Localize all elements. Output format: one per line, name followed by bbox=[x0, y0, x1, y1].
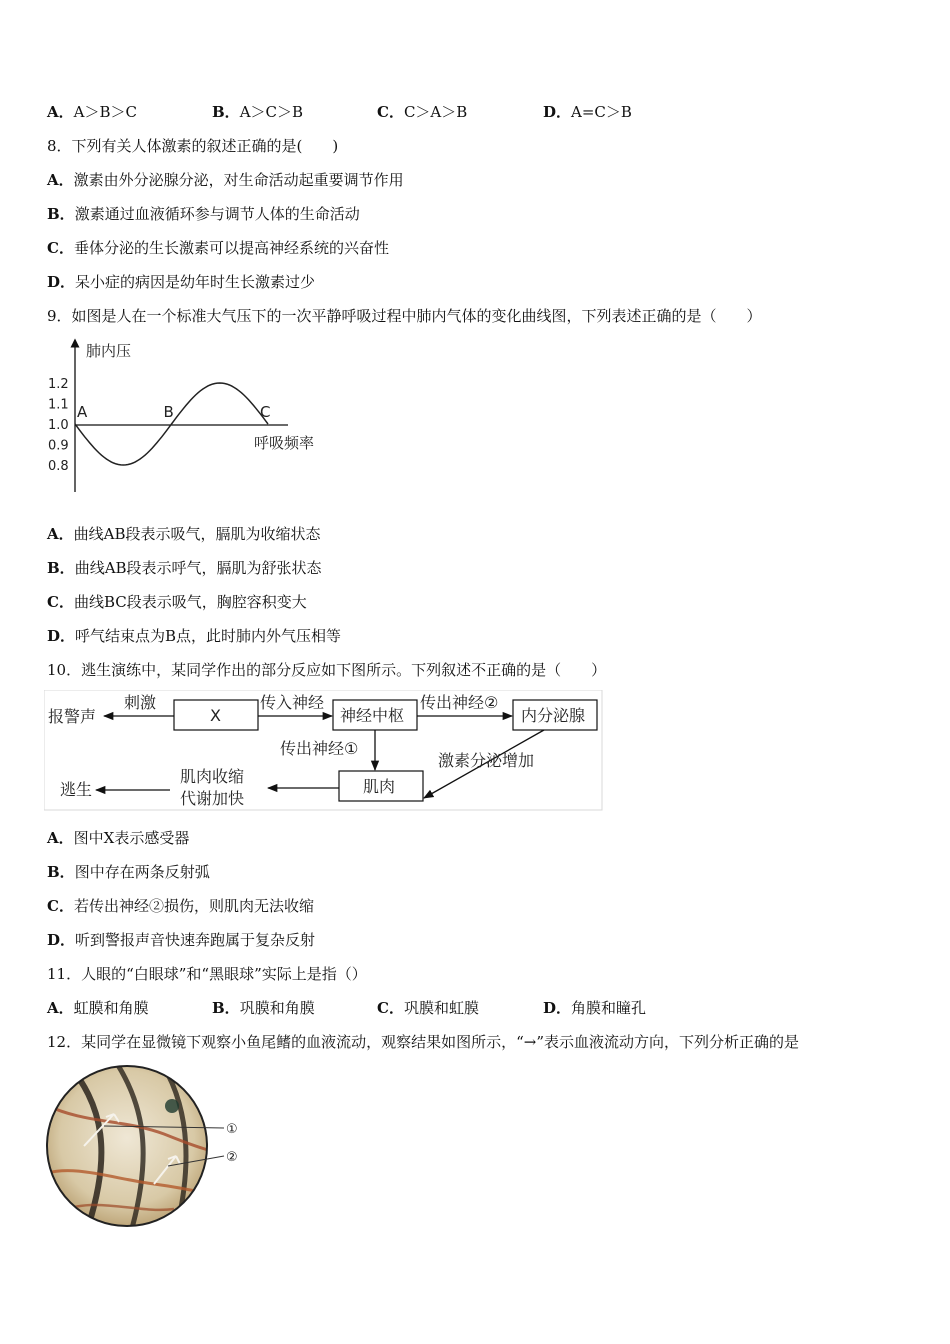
q10-option-d: D．听到警报声音快速奔跑属于复杂反射 bbox=[47, 931, 316, 949]
q9-point-label-c: C bbox=[260, 403, 271, 421]
q9-y-label: 肺内压 bbox=[86, 342, 132, 360]
q8-option-a: A．激素由外分泌腺分泌，对生命活动起重要调节作用 bbox=[47, 171, 404, 189]
q8-option-d: D．呆小症的病因是幼年时生长激素过少 bbox=[47, 273, 316, 291]
q9-option-c: C．曲线BC段表示吸气，胸腔容积变大 bbox=[47, 593, 307, 611]
q10-gland: 内分泌腺 bbox=[521, 706, 586, 725]
q10-alarm: 报警声 bbox=[48, 707, 97, 726]
q10-stimulus: 刺激 bbox=[124, 693, 157, 712]
q10-efferent2: 传出神经② bbox=[420, 693, 499, 712]
q10-stem: 10．逃生演练中，某同学作出的部分反应如下图所示。下列叙述不正确的是（ ） bbox=[47, 661, 607, 679]
q9-pressure-chart bbox=[40, 338, 340, 498]
q9-option-a: A．曲线AB段表示吸气，膈肌为收缩状态 bbox=[47, 525, 321, 543]
q9-ytick-label: 1.2 bbox=[48, 377, 69, 392]
q10-center: 神经中枢 bbox=[340, 706, 405, 725]
q9-x-label: 呼吸频率 bbox=[254, 434, 315, 452]
q10-contract-2: 代谢加快 bbox=[180, 789, 245, 808]
q8-option-b: B．激素通过血液循环参与调节人体的生命活动 bbox=[47, 205, 360, 223]
q11-stem: 11．人眼的“白眼球”和“黑眼球”实际上是指（） bbox=[47, 965, 367, 983]
q9-ytick-label: 1.1 bbox=[48, 397, 69, 413]
q10-efferent1: 传出神经① bbox=[280, 739, 359, 758]
q10-option-a: A．图中X表示感受器 bbox=[47, 829, 190, 847]
q10-x-label: X bbox=[210, 706, 221, 725]
q9-ytick-label: 1.0 bbox=[48, 418, 69, 433]
q11-option-a: A．虹膜和角膜 bbox=[47, 999, 149, 1017]
q9-stem: 9．如图是人在一个标准大气压下的一次平静呼吸过程中肺内气体的变化曲线图，下列表述正确的是（ ） bbox=[47, 307, 762, 325]
q12-stem: 12．某同学在显微镜下观察小鱼尾鳍的血液流动，观察结果如图所示，“→”表示血液流动方向，下列分析正确的是 bbox=[47, 1033, 799, 1051]
q10-reflex-diagram bbox=[44, 690, 604, 812]
q9-curve bbox=[75, 383, 271, 465]
q7-option-b: B．A＞C＞B bbox=[212, 103, 304, 121]
q9-ytick-label: 0.8 bbox=[48, 459, 69, 474]
q11-option-b: B．巩膜和角膜 bbox=[212, 999, 315, 1017]
q12-label-2: ② bbox=[226, 1150, 238, 1165]
q10-afferent: 传入神经 bbox=[260, 693, 325, 712]
q10-option-c: C．若传出神经②损伤，则肌肉无法收缩 bbox=[47, 897, 314, 915]
q10-escape: 逃生 bbox=[60, 780, 93, 799]
q7-option-d: D．A=C＞B bbox=[543, 103, 632, 121]
q9-option-b: B．曲线AB段表示呼气，膈肌为舒张状态 bbox=[47, 559, 322, 577]
q11-option-d: D．角膜和瞳孔 bbox=[543, 999, 647, 1017]
q12-label-1: ① bbox=[226, 1122, 238, 1137]
q12-microscope-view bbox=[44, 1064, 254, 1234]
q10-muscle: 肌肉 bbox=[363, 777, 396, 796]
q10-hormone: 激素分泌增加 bbox=[438, 751, 535, 770]
q10-contract-1: 肌肉收缩 bbox=[180, 767, 245, 786]
q9-ytick-label: 0.9 bbox=[48, 438, 69, 454]
q8-option-c: C．垂体分泌的生长激素可以提高神经系统的兴奋性 bbox=[47, 239, 389, 257]
q7-option-c: C．C＞A＞B bbox=[377, 103, 468, 121]
q9-option-d: D．呼气结束点为B点，此时肺内外气压相等 bbox=[47, 627, 342, 645]
q11-option-c: C．巩膜和虹膜 bbox=[377, 999, 479, 1017]
q10-option-b: B．图中存在两条反射弧 bbox=[47, 863, 210, 881]
q8-stem: 8．下列有关人体激素的叙述正确的是( ) bbox=[47, 137, 339, 155]
q9-point-label-b: B bbox=[163, 403, 174, 421]
q9-point-label-a: A bbox=[77, 403, 88, 421]
q7-option-a: A．A＞B＞C bbox=[47, 103, 137, 121]
